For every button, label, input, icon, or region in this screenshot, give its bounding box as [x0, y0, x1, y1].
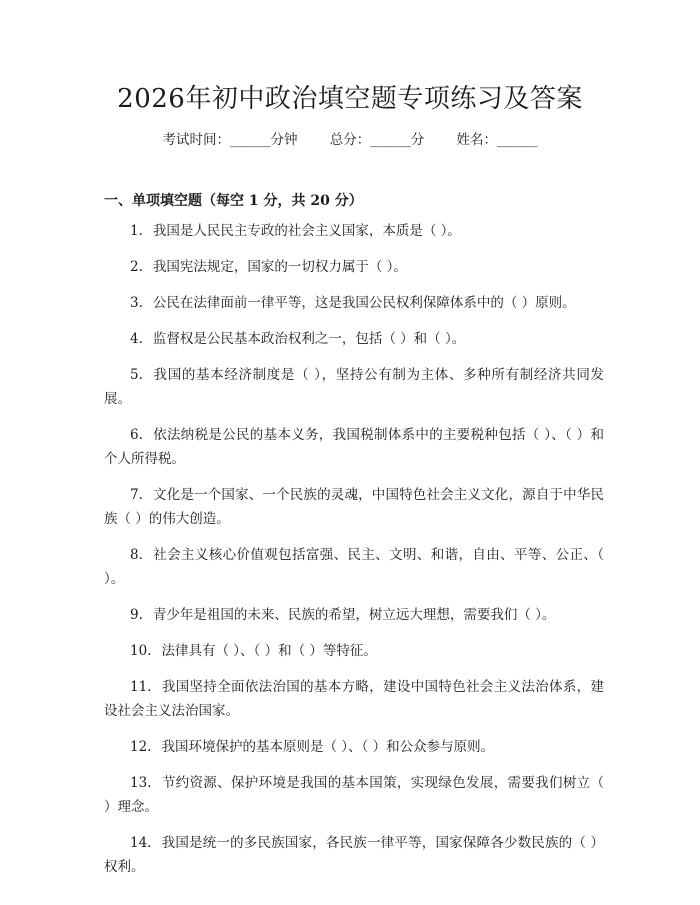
question-text: 社会主义核心价值观包括富强、民主、文明、和谐，自由、平等、公正、（ ）。 — [104, 547, 604, 587]
question-text: 节约资源、保护环境是我国的基本国策，实现绿色发展，需要我们树立（ ）理念。 — [104, 775, 604, 815]
question-item — [104, 831, 604, 879]
question-number: 5. — [130, 367, 143, 383]
question-number: 14. — [130, 835, 152, 851]
question-number: 12. — [130, 739, 152, 755]
question-text: 我国的基本经济制度是（ ），坚持公有制为主体、多种所有制经济共同发展。 — [104, 367, 604, 407]
question-item — [104, 639, 604, 663]
question-number: 11. — [130, 679, 152, 695]
document-title: 2026年初中政治填空题专项练习及答案 — [117, 84, 583, 114]
question-item — [104, 483, 604, 531]
question-item — [104, 771, 604, 819]
question-item — [104, 219, 604, 243]
question-text: 我国是统一的多民族国家，各民族一律平等，国家保障各少数民族的（ ）权利。 — [104, 835, 604, 875]
question-item — [104, 675, 604, 723]
question-text: 我国环境保护的基本原则是（ ）、（ ）和公众参与原则。 — [161, 739, 495, 755]
question-item — [104, 543, 604, 591]
question-item — [104, 423, 604, 471]
question-item — [104, 363, 604, 411]
question-item — [104, 603, 604, 627]
question-number: 4. — [130, 331, 143, 347]
question-number: 6. — [130, 427, 143, 443]
question-item — [104, 255, 604, 279]
question-number: 9. — [130, 607, 143, 623]
question-text: 青少年是祖国的未来、民族的希望，树立远大理想，需要我们（ ）。 — [152, 607, 556, 623]
question-text: 监督权是公民基本政治权利之一，包括（ ）和（ ）。 — [152, 331, 466, 347]
total-score-field: 总分：______分 — [329, 132, 425, 148]
question-number: 3. — [130, 295, 143, 311]
question-number: 1. — [130, 223, 143, 239]
student-name-field: 姓名：______ — [456, 132, 538, 148]
question-number: 7. — [130, 487, 143, 503]
exam-info — [0, 130, 700, 150]
question-number: 8. — [130, 547, 143, 563]
question-number: 10. — [130, 643, 152, 659]
question-number: 13. — [130, 775, 152, 791]
section-heading: 一、单项填空题（每空 1 分，共 20 分） — [104, 193, 363, 209]
question-text: 文化是一个国家、一个民族的灵魂，中国特色社会主义文化，源自于中华民族（ ）的伟大创造。 — [104, 487, 604, 527]
question-text: 依法纳税是公民的基本义务，我国税制体系中的主要税种包括（ ）、（ ）和个人所得税。 — [104, 427, 604, 467]
question-text: 公民在法律面前一律平等，这是我国公民权利保障体系中的（ ）原则。 — [152, 295, 576, 311]
question-item — [104, 327, 604, 351]
question-item — [104, 735, 604, 759]
exam-time-field: 考试时间：______分钟 — [162, 132, 298, 148]
question-text: 我国坚持全面依法治国的基本方略，建设中国特色社会主义法治体系，建设社会主义法治国家。 — [104, 679, 604, 719]
question-text: 我国是人民民主专政的社会主义国家，本质是（ ）。 — [152, 223, 461, 239]
question-text: 法律具有（ ）、（ ）和（ ）等特征。 — [161, 643, 377, 659]
question-number: 2. — [130, 259, 143, 275]
question-list — [104, 219, 604, 891]
question-text: 我国宪法规定，国家的一切权力属于（ ）。 — [152, 259, 407, 275]
question-item — [104, 291, 604, 315]
